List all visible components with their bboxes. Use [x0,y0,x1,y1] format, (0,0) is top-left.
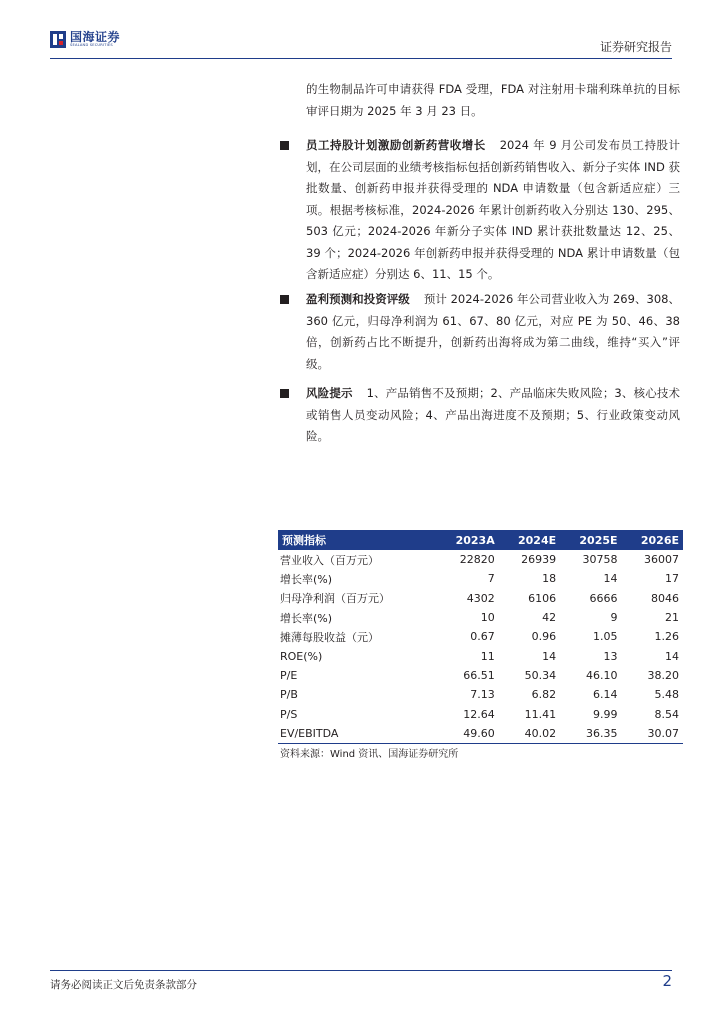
table-cell: 5.48 [654,688,679,702]
row-label: 营业收入（百万元） [280,553,379,567]
table-cell: 18 [542,572,557,586]
bullet-text: 1、产品销售不及预期；2、产品临床失败风险；3、核心技术或销售人员变动风险；4、产品出海进度不及预期；5、行业政策变动风险。 [306,386,681,443]
table-header-cell: 2024E [518,533,557,547]
row-label: EV/EBITDA [278,724,436,744]
header-divider [50,58,672,59]
bullet-square-icon [280,295,289,304]
table-cell: 46.10 [586,668,618,682]
table-cell: 4302 [466,591,495,605]
table-cell: 40.02 [499,724,560,744]
table-row [278,569,683,588]
table-cell: 8046 [651,591,679,605]
table-cell: 26939 [521,553,557,567]
row-label: P/S [280,707,298,721]
table-cell: 0.96 [531,630,557,644]
table-row [278,627,683,646]
table-cell: 50.34 [524,668,557,682]
table-row [278,685,683,704]
row-label: 增长率(%) [280,572,333,586]
table-header-cell: 2023A [455,533,495,547]
table-cell: 14 [603,572,618,586]
table-row [278,550,683,569]
table-cell: 9.99 [593,707,618,721]
table-cell: 17 [665,572,679,586]
page-number: 2 [662,972,672,990]
bullet-title: 员工持股计划激励创新药营收增长 [306,138,486,152]
table-row [278,724,683,744]
table-cell: 6666 [589,591,618,605]
table-cell: 36007 [644,553,679,567]
table-header-cell: 预测指标 [282,534,326,547]
table-cell: 22820 [459,553,495,567]
table-row [278,704,683,723]
bullet-forecast-rating [280,289,680,375]
table-cell: 6106 [528,591,557,605]
row-label: ROE(%) [280,649,323,663]
logo-name-en: SEALAND SECURITIES [70,43,113,48]
document-type: 证券研究报告 [599,40,672,54]
lead-paragraph: 的生物制品许可申请获得 FDA 受理，FDA 对注射用卡瑞利珠单抗的目标审评日期为 2025 年 3 月 23 日。 [306,82,680,118]
company-logo [50,31,120,48]
table-cell: 36.35 [560,724,621,744]
row-label: 增长率(%) [280,611,333,625]
table-cell: 30758 [582,553,618,567]
table-cell: 1.26 [654,630,679,644]
table-source: 资料来源：Wind 资讯、国海证券研究所 [280,749,459,760]
table-cell: 8.54 [654,707,679,721]
row-label: 归母净利润（百万元） [280,592,390,606]
table-cell: 6.82 [531,688,557,702]
row-label: 摊薄每股收益（元） [280,630,379,644]
table-cell: 0.67 [470,630,495,644]
bullet-text: 2024 年 9 月公司发布员工持股计划，在公司层面的业绩考核指标包括创新药销售收入、新分子实体 IND 获批数量、创新药申报并获得受理的 NDA 申请数量（包含新适应症）三项。根据考核标准，2024-2026 年累计创新药收入分别达 130、295、503 亿元；2024-2026 年新分子实体 IND 累计获批数量达 12、25、39 个；2024-2026 年创新药申报并获得受理的 NDA 累计申请数量（包含新适应症）分别达 6、11、15 个。 [306,138,680,281]
table-row [278,589,683,608]
table-cell: 10 [480,611,495,625]
forecast-table [278,530,683,744]
table-cell: 42 [542,611,557,625]
logo-mark-icon [50,31,66,48]
bullet-square-icon [280,141,289,150]
bullet-square-icon [280,389,289,398]
table-row [278,608,683,627]
bullet-employee-plan [280,135,680,286]
table-header-cell: 2025E [579,533,618,547]
bullet-risk [280,383,680,448]
table-cell: 11 [480,649,495,663]
table-row [278,666,683,685]
table-header-row [278,530,683,550]
footer-disclaimer: 请务必阅读正文后免责条款部分 [50,979,197,991]
table-cell: 11.41 [524,707,557,721]
bullet-title: 盈利预测和投资评级 [306,292,410,306]
table-cell: 21 [665,611,679,625]
bullet-text: 预计 2024-2026 年公司营业收入为 269、308、360 亿元，归母净利润为 61、67、80 亿元，对应 PE 为 50、46、38 倍，创新药占比不断提升，创新药出海将成为第二曲线，维持“买入”评级。 [306,292,680,371]
logo-name-cn: 国海证券 [70,30,121,45]
table-cell: 7.13 [470,688,495,702]
row-label: P/E [280,668,298,682]
table-cell: 30.07 [622,724,683,744]
table-cell: 6.14 [593,688,618,702]
row-label: P/B [280,688,298,702]
table-cell: 66.51 [463,668,495,682]
table-header-cell: 2026E [640,533,679,547]
table-cell: 38.20 [647,668,679,682]
bullet-title: 风险提示 [306,386,353,400]
footer-divider [50,970,672,971]
table-cell: 1.05 [593,630,618,644]
table-cell: 13 [603,649,618,663]
table-cell: 49.60 [436,724,499,744]
table-cell: 9 [610,611,618,625]
table-cell: 12.64 [463,707,495,721]
table-cell: 14 [542,649,557,663]
table-row [278,646,683,665]
table-cell: 7 [487,572,495,586]
table-cell: 14 [665,649,679,663]
